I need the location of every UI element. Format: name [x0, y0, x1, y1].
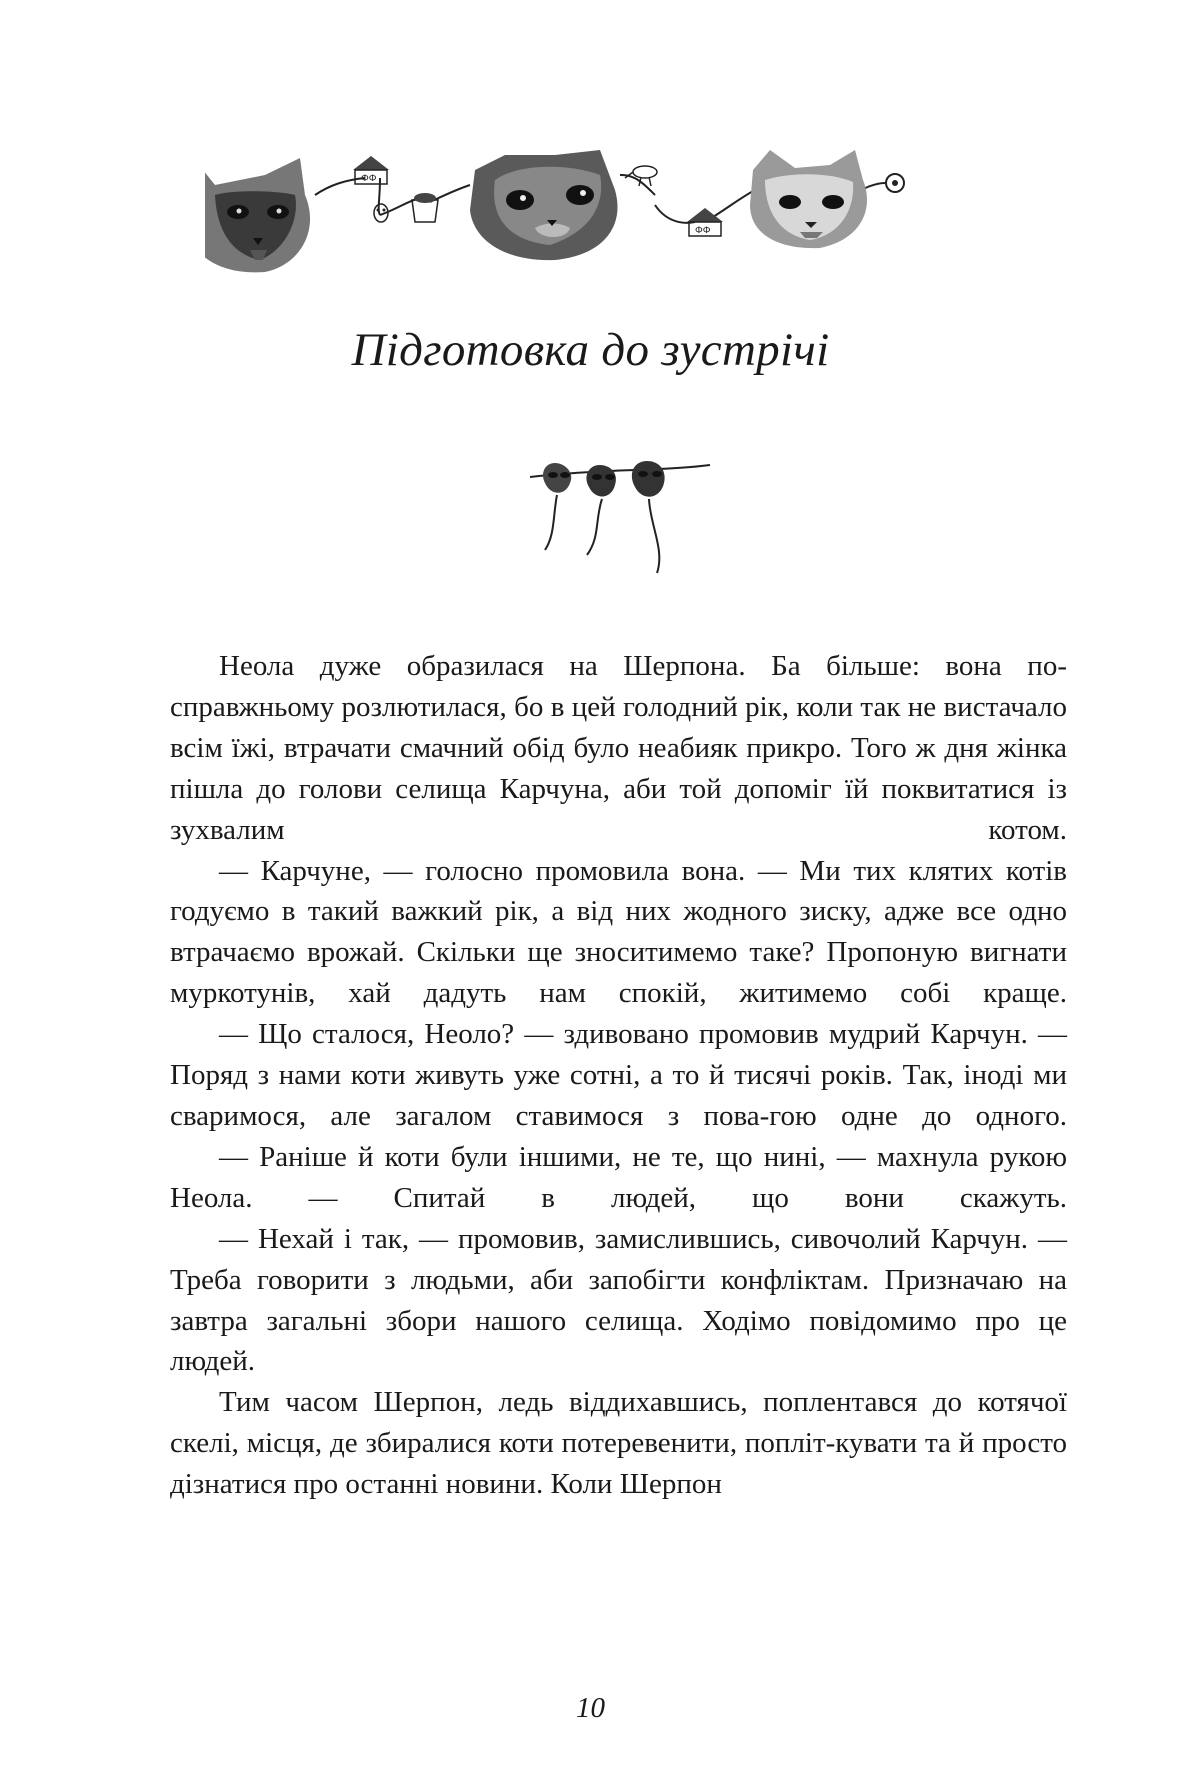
chapter-title: Підготовка до зустрічі: [351, 324, 830, 376]
svg-text:ФФ: ФФ: [695, 226, 711, 236]
house-icon: [687, 208, 723, 236]
cats-garland-illustration: [205, 150, 1035, 290]
mouse-icon: [543, 463, 571, 550]
page-number: 10: [576, 1692, 605, 1724]
paragraph: — Що сталося, Неоло? — здивовано промовив мудрий Карчун. — Поряд з нами коти живуть уже сотні, а то й тисячі років. Так, іноді ми сваримося, але загалом ставимося з пова-гою одне до одного.: [170, 1018, 1067, 1132]
paragraph: — Карчуне, — голосно промовила вона. — Ми тих клятих котів годуємо в такий важкий рік, а від них жодного зиску, адже все одно втрачаємо врожай. Скільки ще зноситимемо таке? Пропоную вигнати муркотунів, хай дадуть нам спокій, житимемо собі краще.: [170, 854, 1067, 1010]
chapter-body: [170, 646, 1067, 1505]
mouse-icon: [586, 465, 616, 555]
clock-icon: [886, 174, 904, 192]
pot-icon: [412, 193, 438, 222]
cat-head-tabby-icon: [470, 150, 618, 260]
paragraph: Неола дуже образилася на Шерпона. Ба більше: вона по-справжньому розлютилася, бо в цей голодний рік, коли так не вистачало всім їжі, втрачати смачний обід було неабияк прикро. Того ж дня жінка пішла до голови селища Карчуна, аби той допоміг їй поквитатися із зухвалим котом.: [170, 650, 1067, 846]
three-mice-illustration: [525, 455, 715, 585]
paragraph: — Раніше й коти були іншими, не те, що нині, — махнула рукою Неола. — Спитай в людей, що вони скажуть.: [170, 1140, 1067, 1214]
cat-head-siamese-icon: [205, 158, 310, 272]
cat-head-fluffy-icon: [750, 150, 867, 248]
paragraph: Тим часом Шерпон, ледь віддихавшись, поплентався до котячої скелі, місця, де збиралися коти потеревенити, попліт-кувати та й просто дізнатися про останні новини. Коли Шерпон: [170, 1386, 1067, 1501]
svg-text:ФФ: ФФ: [361, 174, 377, 184]
mouse-icon: [632, 461, 665, 573]
paragraph: — Нехай і так, — промовив, замислившись, сивочолий Карчун. — Треба говорити з людьми, аби запобігти конфліктам. Призначаю на завтра загальні збори нашого селища. Ходімо повідомимо про це людей.: [170, 1222, 1067, 1378]
